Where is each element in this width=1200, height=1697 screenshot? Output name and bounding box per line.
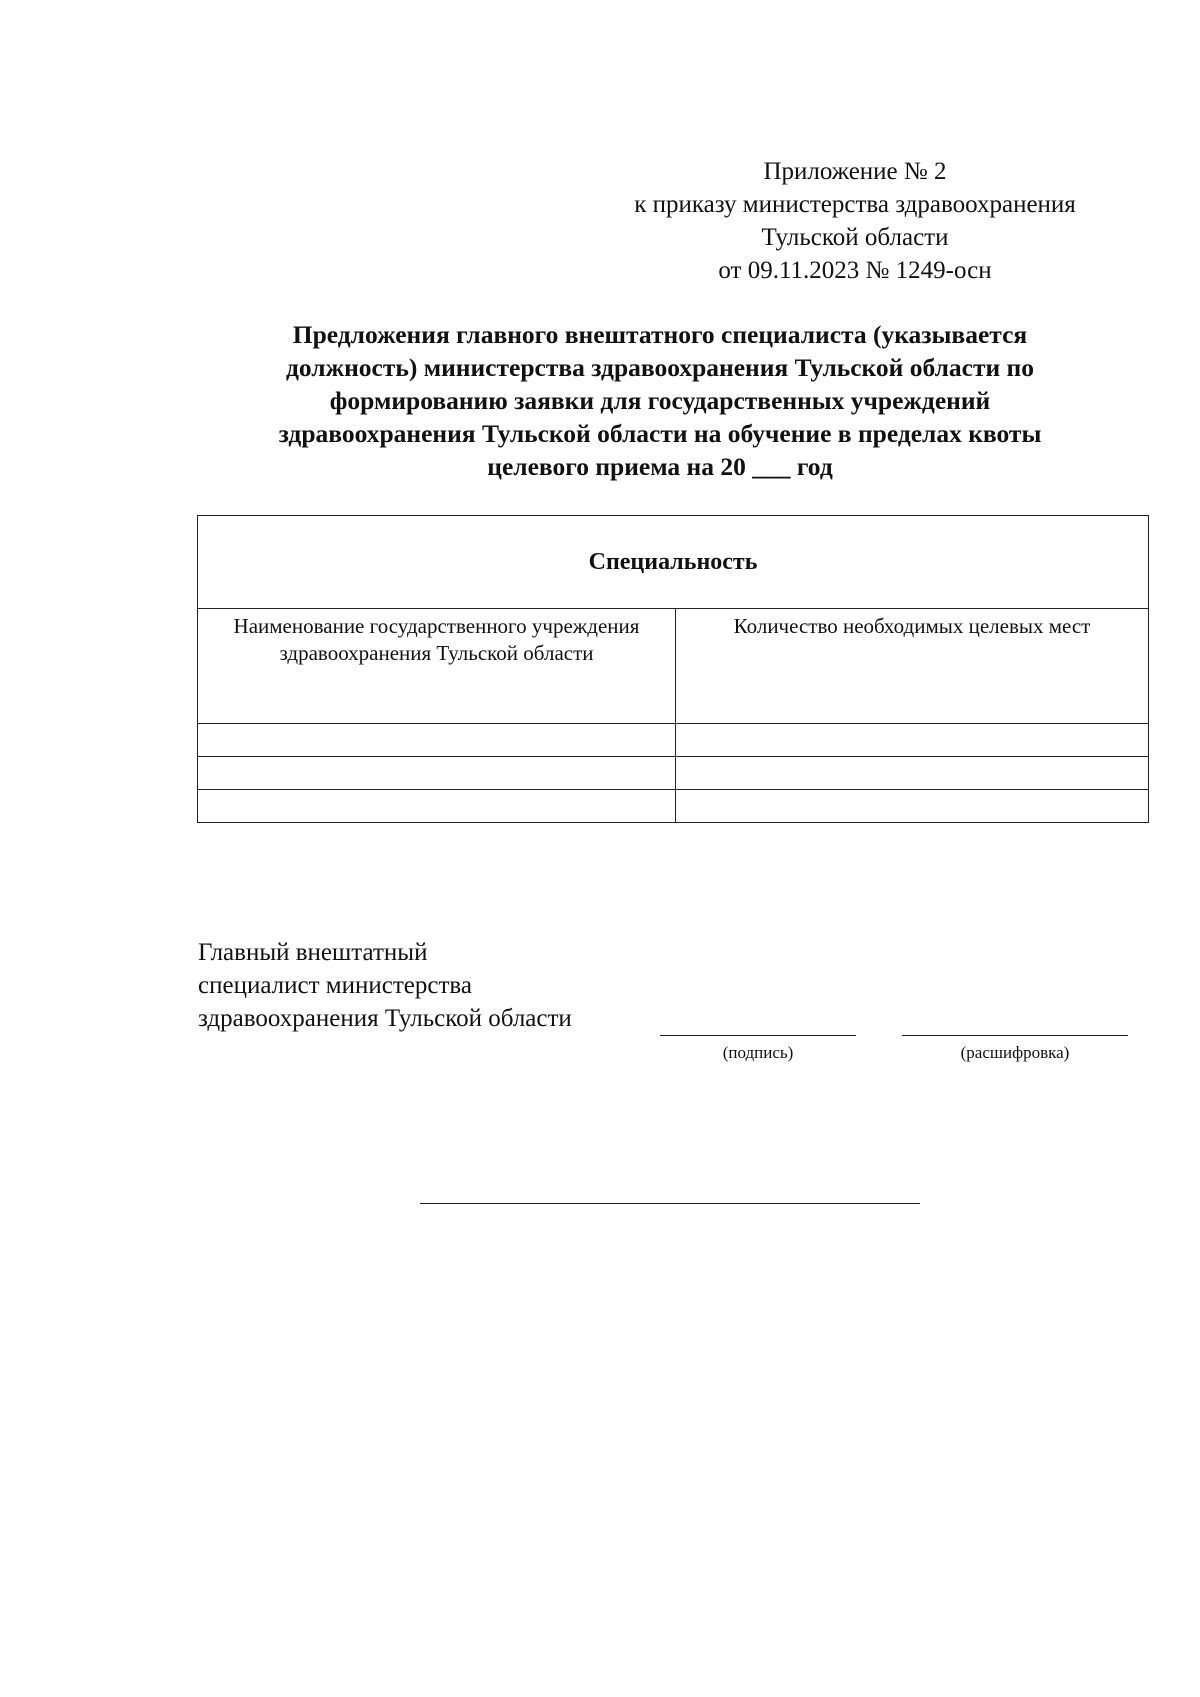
quota-table: [197, 515, 1149, 823]
places-count-cell[interactable]: [676, 757, 1149, 790]
institution-name-header: Наименование государственного учреждения здравоохранения Тульской области: [198, 609, 676, 724]
name-caption: (расшифровка): [960, 1043, 1070, 1062]
column-header-row: [198, 609, 1149, 724]
specialty-row: [198, 516, 1149, 609]
signer-line-3: здравоохранения Тульской области: [198, 1005, 572, 1032]
appendix-date-number: от 09.11.2023 № 1249-осн: [718, 257, 992, 284]
title-line-1: Предложения главного внештатного специалиста (указывается: [292, 320, 1028, 349]
appendix-order-ref: к приказу министерства здравоохранения: [634, 191, 1076, 218]
institution-name-cell[interactable]: [198, 790, 676, 823]
specialty-header: Специальность: [198, 516, 1149, 609]
appendix-number: Приложение № 2: [763, 158, 947, 185]
appendix-region: Тульской области: [761, 224, 949, 251]
table-row: [198, 790, 1149, 823]
signer-block: [198, 936, 572, 1035]
title-line-5: целевого приема на 20 ___ год: [487, 452, 833, 481]
institution-name-cell[interactable]: [198, 724, 676, 757]
signature-line[interactable]: [660, 1035, 856, 1036]
document-title: [200, 318, 1120, 483]
title-line-3: формированию заявки для государственных учреждений: [329, 386, 991, 415]
places-count-cell[interactable]: [676, 724, 1149, 757]
institution-name-cell[interactable]: [198, 757, 676, 790]
places-count-header: Количество необходимых целевых мест: [676, 609, 1149, 724]
bottom-divider: [420, 1203, 920, 1204]
signer-line-2: специалист министерства: [198, 972, 472, 999]
places-count-cell[interactable]: [676, 790, 1149, 823]
name-line[interactable]: [902, 1035, 1128, 1036]
signature-caption: (подпись): [722, 1043, 794, 1062]
title-line-4: здравоохранения Тульской области на обучение в пределах квоты: [278, 419, 1042, 448]
table-row: [198, 724, 1149, 757]
appendix-header: [560, 155, 1150, 287]
signer-line-1: Главный внештатный: [198, 939, 428, 966]
title-line-2: должность) министерства здравоохранения Тульской области по: [285, 353, 1035, 382]
table-row: [198, 757, 1149, 790]
